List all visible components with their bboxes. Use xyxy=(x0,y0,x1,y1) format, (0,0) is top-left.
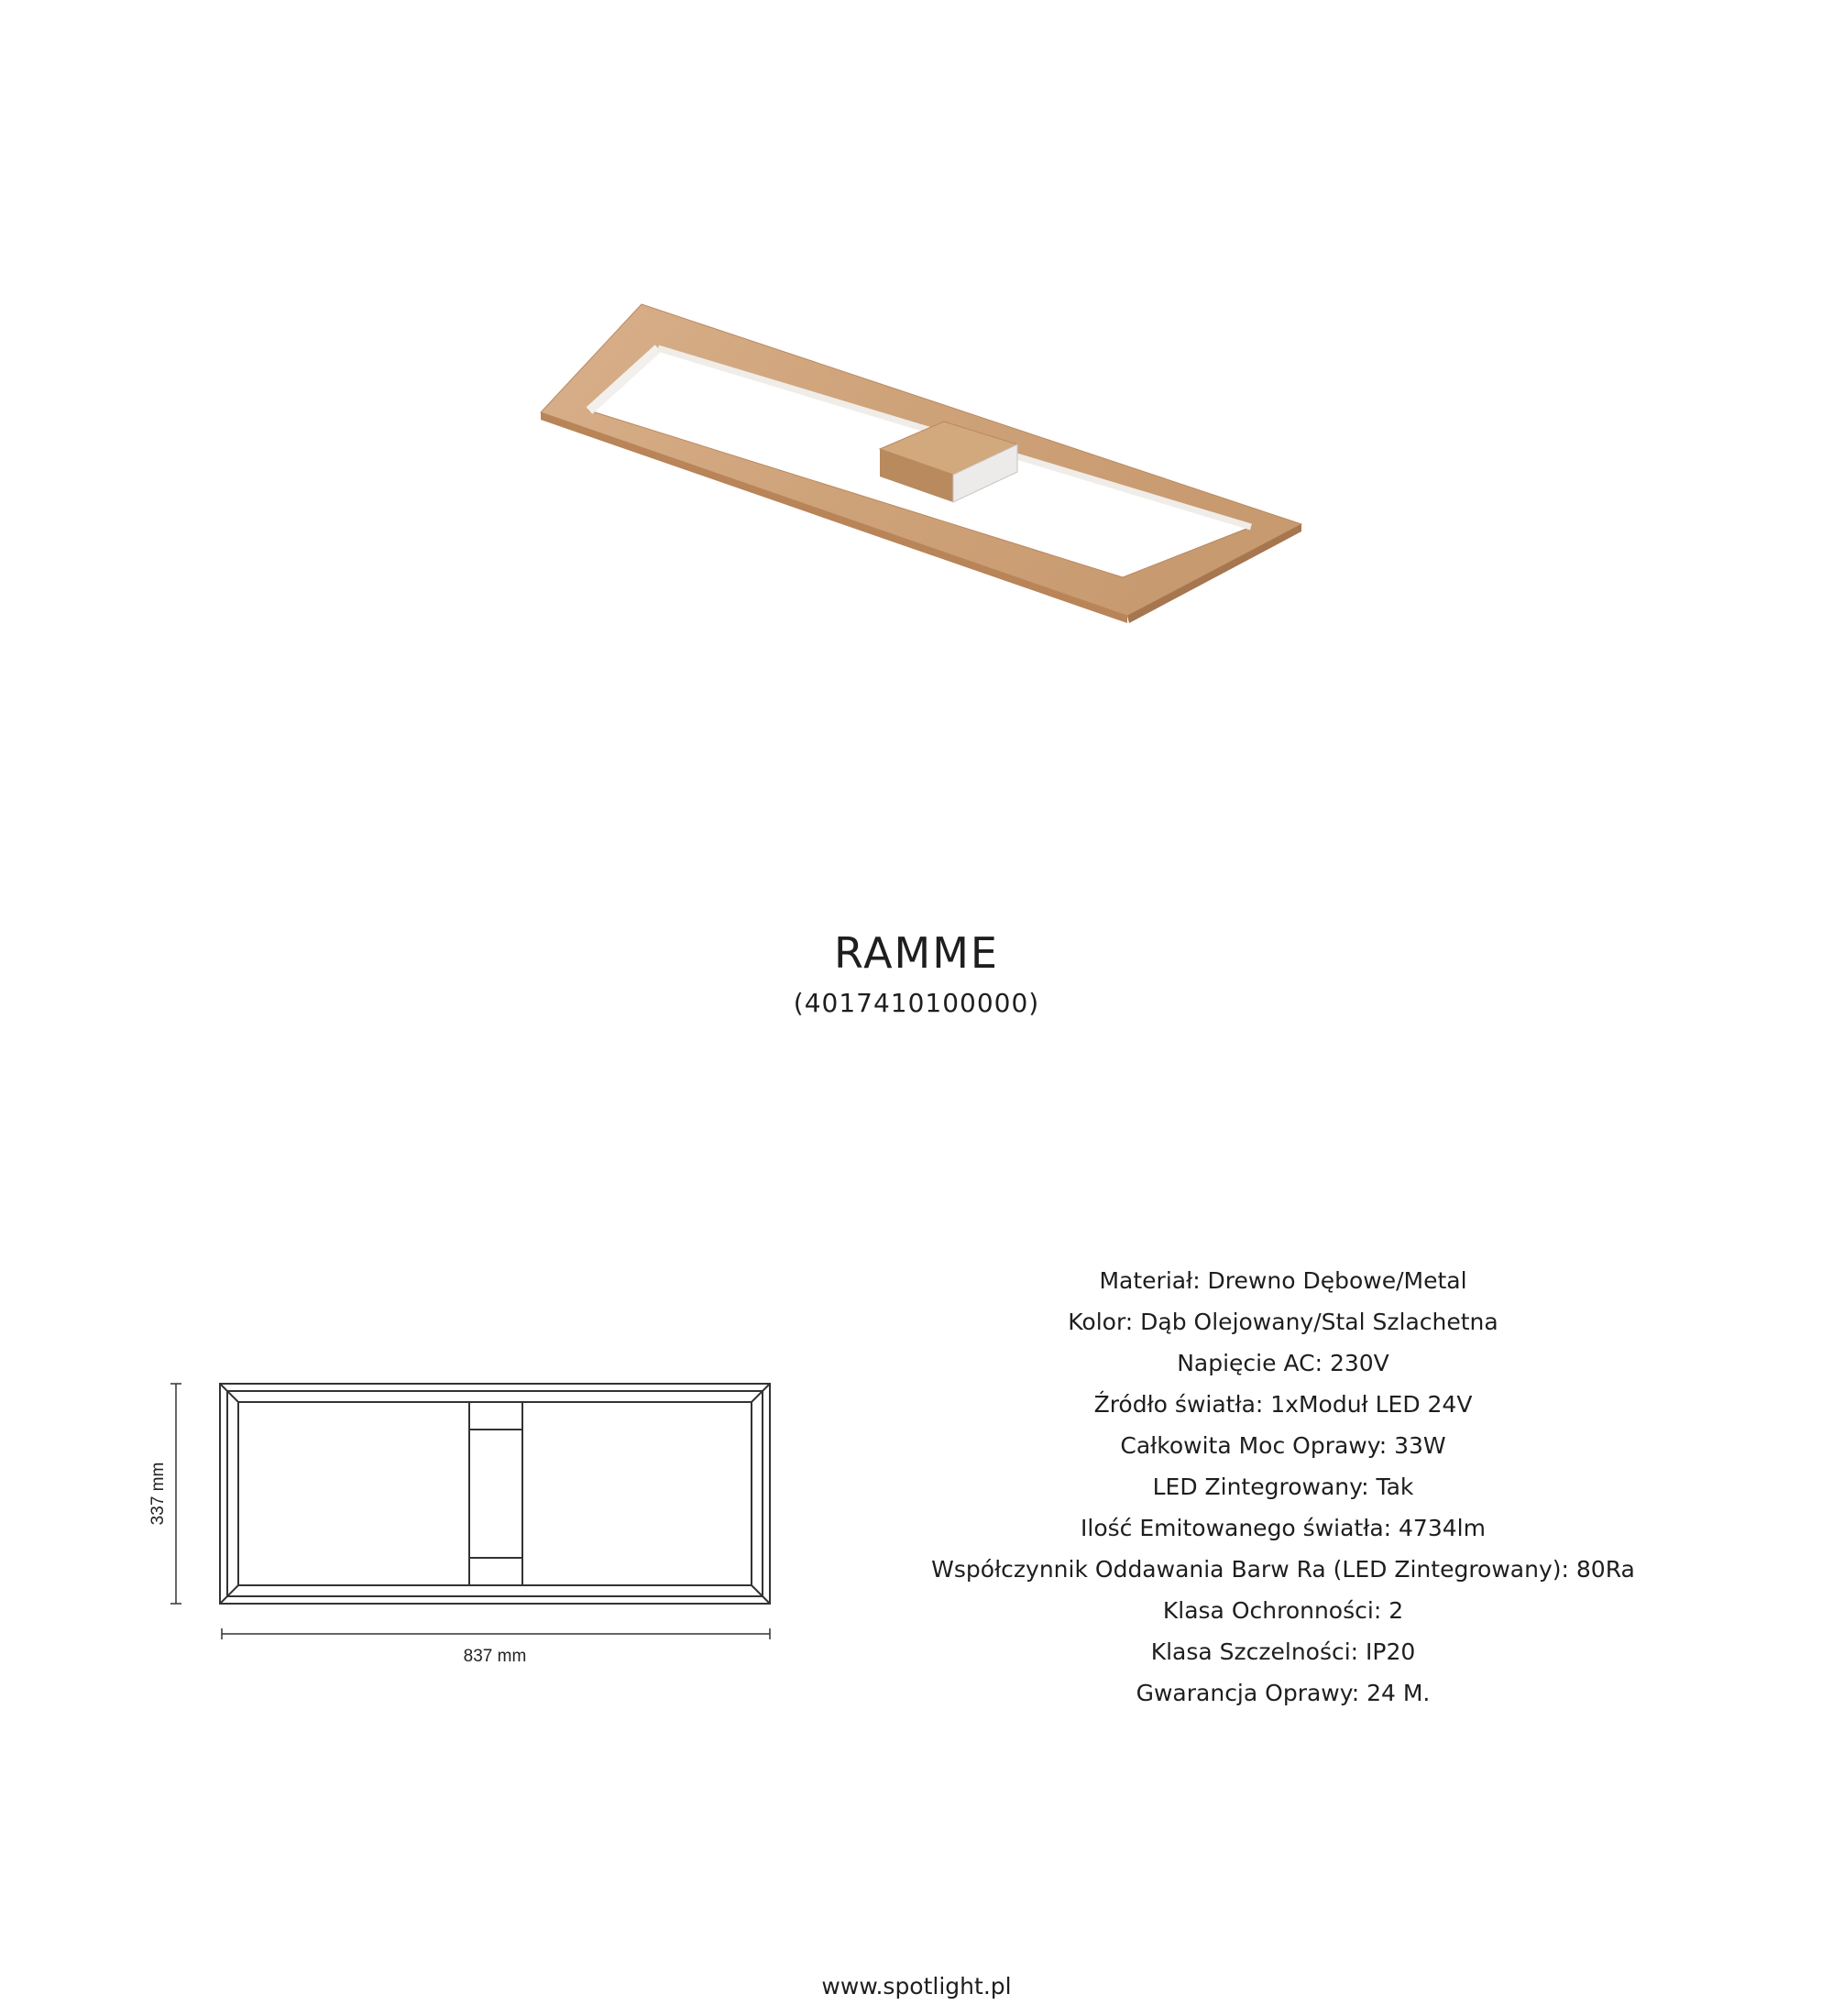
product-photo-lamp xyxy=(513,275,1338,660)
spec-cri: Współczynnik Oddawania Barw Ra (LED Zintegrowany): 80Ra xyxy=(931,1556,1635,1583)
height-dimension-label: 337 mm xyxy=(148,1462,168,1526)
spec-material: Materiał: Drewno Dębowe/Metal xyxy=(1099,1267,1467,1294)
spec-integrated-led: LED Zintegrowany: Tak xyxy=(1152,1474,1414,1500)
spec-power: Całkowita Moc Oprawy: 33W xyxy=(1120,1432,1446,1459)
footer-website: www.spotlight.pl xyxy=(821,1973,1012,2000)
spec-protection-class: Klasa Ochronności: 2 xyxy=(1162,1597,1404,1624)
title-block xyxy=(0,927,1833,1019)
product-code: (4017410100000) xyxy=(793,988,1040,1018)
spec-luminous-flux: Ilość Emitowanego światła: 4734lm xyxy=(1081,1515,1486,1541)
spec-ip-rating: Klasa Szczelności: IP20 xyxy=(1150,1638,1416,1665)
spec-list xyxy=(916,1260,1650,1714)
spec-voltage: Napięcie AC: 230V xyxy=(1177,1350,1389,1376)
spec-warranty: Gwarancja Oprawy: 24 M. xyxy=(1136,1680,1431,1706)
product-name: RAMME xyxy=(833,928,999,978)
dimension-drawing xyxy=(147,1365,807,1668)
spec-color: Kolor: Dąb Olejowany/Stal Szlachetna xyxy=(1068,1309,1498,1335)
spec-light-source: Źródło światła: 1xModuł LED 24V xyxy=(1093,1391,1473,1418)
width-dimension-label: 837 mm xyxy=(463,1647,527,1666)
